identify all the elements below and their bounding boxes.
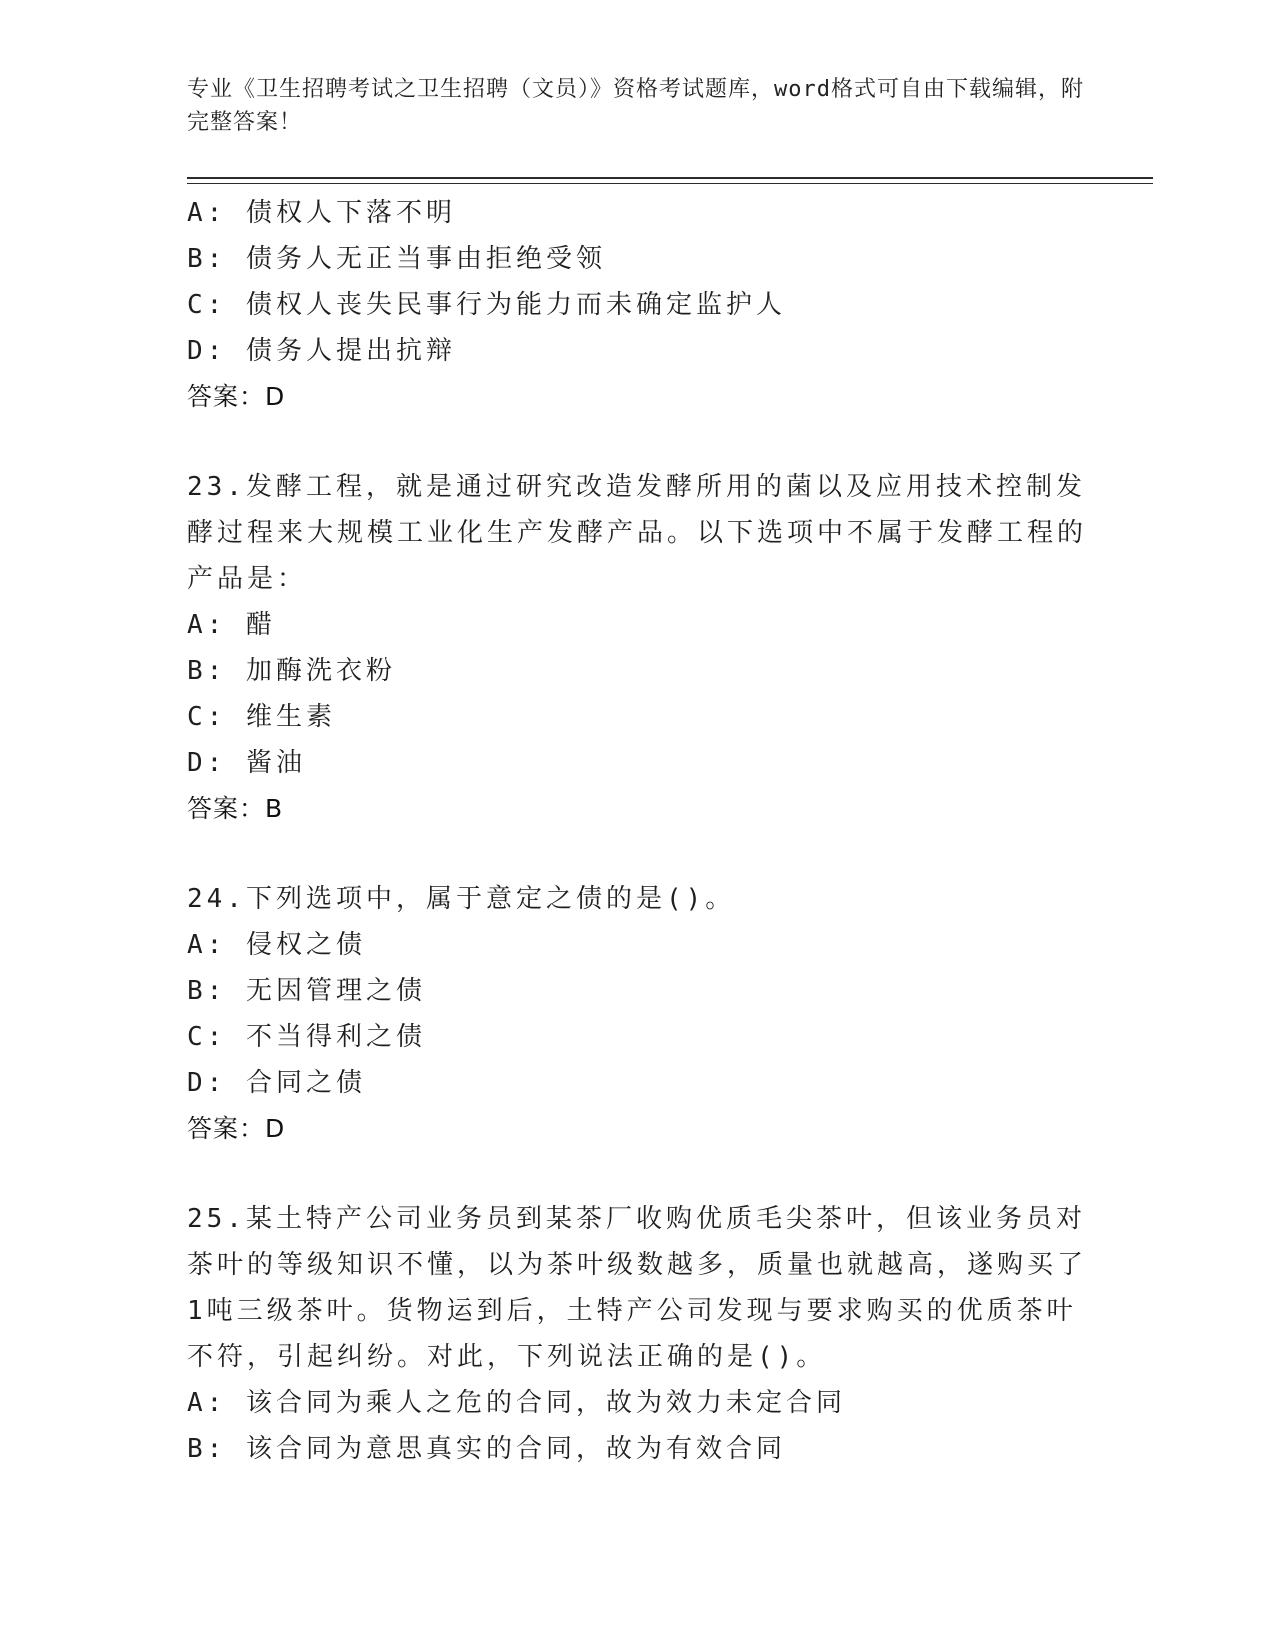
answer: 答案：B (187, 794, 284, 823)
option-a: A: 该合同为乘人之危的合同，故为效力未定合同 (187, 1388, 846, 1418)
header-divider-thin (187, 183, 1153, 184)
option-d: D: 债务人提出抗辩 (187, 336, 456, 366)
question-23 (187, 464, 1087, 832)
header-divider-thick (187, 177, 1153, 179)
answer: 答案：D (187, 1114, 286, 1143)
option-b: B: 债务人无正当事由拒绝受领 (187, 244, 606, 274)
question-25 (187, 1196, 1087, 1472)
spacer (187, 832, 1087, 876)
option-b: B: 无因管理之债 (187, 976, 426, 1006)
question-stem: 25.某土特产公司业务员到某茶厂收购优质毛尖茶叶，但该业务员对茶叶的等级知识不懂，以为茶叶级数越多，质量也就越高，遂购买了1吨三级茶叶。货物运到后，土特产公司发现与要求购买的优质茶叶不符，引起纠纷。对此，下列说法正确的是()。 (187, 1204, 1088, 1372)
option-b: B: 该合同为意思真实的合同，故为有效合同 (187, 1434, 786, 1464)
spacer (187, 420, 1087, 464)
question-content (187, 190, 1087, 1472)
document-header: 专业《卫生招聘考试之卫生招聘（文员）》资格考试题库，word格式可自由下载编辑，附完整答案！ (187, 77, 1084, 135)
option-a: A: 侵权之债 (187, 930, 366, 960)
option-d: D: 酱油 (187, 748, 306, 778)
option-c: C: 债权人丧失民事行为能力而未确定监护人 (187, 290, 786, 320)
question-stem: 23.发酵工程，就是通过研究改造发酵所用的菌以及应用技术控制发酵过程来大规模工业化生产发酵产品。以下选项中不属于发酵工程的产品是： (187, 472, 1088, 594)
option-a: A: 醋 (187, 610, 276, 640)
question-22 (187, 190, 1087, 420)
question-stem: 24.下列选项中，属于意定之债的是()。 (187, 884, 736, 914)
option-d: D: 合同之债 (187, 1068, 366, 1098)
option-a: A: 债权人下落不明 (187, 198, 456, 228)
option-c: C: 不当得利之债 (187, 1022, 426, 1052)
option-c: C: 维生素 (187, 702, 336, 732)
answer: 答案：D (187, 382, 286, 411)
spacer (187, 1152, 1087, 1196)
option-b: B: 加酶洗衣粉 (187, 656, 396, 686)
question-24 (187, 876, 1087, 1152)
